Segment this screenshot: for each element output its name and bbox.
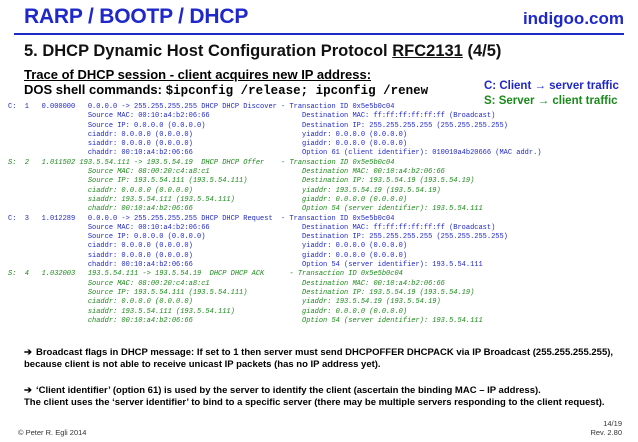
trace-line: S: 4 1.032003 193.5.54.111 -> 193.5.54.19 DHCP DHCP ACK - Transaction ID 0x5e5b0c04 <box>8 270 403 279</box>
trace-line: Source MAC: 08:00:20:c4:a8:c1 Destination MAC: 00:10:a4:b2:06:66 <box>8 168 445 177</box>
trace-line: Source IP: 193.5.54.111 (193.5.54.111) Destination IP: 193.5.54.19 (193.5.54.19) <box>8 177 475 186</box>
arrow-right-icon: ➔ <box>24 347 32 358</box>
section-heading <box>24 42 501 61</box>
trace-line: chaddr: 00:10:a4:b2:06:66 Option 54 (server identifier): 193.5.54.111 <box>8 261 483 270</box>
note-broadcast-text: Broadcast flags in DHCP message: If set to 1 then server must send DHCPOFFER DHCPACK via IP Broadcast (255.255.255.255), because client is not able to receive unicast IP packets (has no IP address yet). <box>24 347 614 370</box>
dos-commands <box>24 82 428 98</box>
trace-line: Source IP: 193.5.54.111 (193.5.54.111) Destination IP: 193.5.54.19 (193.5.54.19) <box>8 288 475 297</box>
trace-line: siaddr: 0.0.0.0 (0.0.0.0) giaddr: 0.0.0.0 (0.0.0.0) <box>8 251 408 260</box>
dos-label: DOS shell commands: <box>24 82 166 97</box>
trace-line: C: 1 0.000000 0.0.0.0 -> 255.255.255.255 DHCP DHCP Discover - Transaction ID 0x5e5b0c04 <box>8 103 395 111</box>
trace-line: Source MAC: 08:00:20:c4:a8:c1 Destination MAC: 00:10:a4:b2:06:66 <box>8 279 445 288</box>
slide-header <box>0 0 638 34</box>
note-identifier-text: ‘Client identifier’ (option 61) is used by the server to identify the client (ascertain the binding MAC – IP address). <box>35 385 541 396</box>
legend-server: S: Server → client traffic <box>484 95 618 107</box>
revision: Rev. 2.80 <box>590 428 622 437</box>
legend-client: C: Client → server traffic <box>484 80 619 92</box>
trace-line: siaddr: 0.0.0.0 (0.0.0.0) giaddr: 0.0.0.0 (0.0.0.0) <box>8 140 408 149</box>
trace-caption: Trace of DHCP session - client acquires new IP address: <box>24 67 372 82</box>
trace-line: ciaddr: 0.0.0.0 (0.0.0.0) yiaddr: 193.5.54.19 (193.5.54.19) <box>8 298 441 307</box>
trace-line: Source MAC: 00:10:a4:b2:06:66 Destination MAC: ff:ff:ff:ff:ff:ff (Broadcast) <box>8 223 496 232</box>
trace-line: S: 2 1.011502 193.5.54.111 -> 193.5.54.19 DHCP DHCP Offer - Transaction ID 0x5e5b0c04 <box>8 158 395 167</box>
trace-line: chaddr: 00:10:a4:b2:06:66 Option 61 (client identifier): 010010a4b20666 (MAC addr.) <box>8 149 542 158</box>
trace-line: ciaddr: 0.0.0.0 (0.0.0.0) yiaddr: 0.0.0.0 (0.0.0.0) <box>8 242 408 251</box>
rfc-link[interactable]: RFC2131 <box>392 42 463 60</box>
trace-line: ciaddr: 0.0.0.0 (0.0.0.0) yiaddr: 0.0.0.0 (0.0.0.0) <box>8 130 408 139</box>
page-number: 14/19 <box>603 419 622 428</box>
brand-logo-text: indigoo.com <box>522 9 624 28</box>
trace-line: chaddr: 00:10:a4:b2:06:66 Option 54 (server identifier): 193.5.54.111 <box>8 316 483 325</box>
note-broadcast-flag <box>24 347 624 371</box>
trace-line: ciaddr: 0.0.0.0 (0.0.0.0) yiaddr: 193.5.54.19 (193.5.54.19) <box>8 186 441 195</box>
trace-line: siaddr: 193.5.54.111 (193.5.54.111) giaddr: 0.0.0.0 (0.0.0.0) <box>8 195 408 204</box>
page-info <box>590 419 622 437</box>
heading-suffix: (4/5) <box>462 42 502 60</box>
note-identifier-line2: The client uses the ‘server identifier’ to bind to a specific server (there may be multiple servers responding to the client request). <box>24 397 605 408</box>
heading-prefix: 5. DHCP Dynamic Host Configuration Protocol <box>24 42 393 60</box>
note-identifiers <box>24 385 624 409</box>
trace-line: Source IP: 0.0.0.0 (0.0.0.0) Destination IP: 255.255.255.255 (255.255.255.255) <box>8 233 508 242</box>
trace-line: C: 3 1.012289 0.0.0.0 -> 255.255.255.255 DHCP DHCP Request - Transaction ID 0x5e5b0c04 <box>8 214 395 223</box>
note-identifier-line1 <box>24 385 624 397</box>
header-divider <box>14 33 624 35</box>
trace-line: chaddr: 00:10:a4:b2:06:66 Option 54 (server identifier): 193.5.54.111 <box>8 205 483 214</box>
trace-line: Source IP: 0.0.0.0 (0.0.0.0) Destination IP: 255.255.255.255 (255.255.255.255) <box>8 121 508 130</box>
slide-title: RARP / BOOTP / DHCP <box>24 5 249 28</box>
arrow-right-icon: ➔ <box>24 385 32 396</box>
trace-line: Source MAC: 00:10:a4:b2:06:66 Destination MAC: ff:ff:ff:ff:ff:ff (Broadcast) <box>8 112 496 121</box>
copyright: © Peter R. Egli 2014 <box>18 428 87 437</box>
dos-command: $ipconfig /release; ipconfig /renew <box>165 84 429 98</box>
dhcp-trace <box>8 103 633 343</box>
trace-line: siaddr: 193.5.54.111 (193.5.54.111) giaddr: 0.0.0.0 (0.0.0.0) <box>8 307 408 316</box>
